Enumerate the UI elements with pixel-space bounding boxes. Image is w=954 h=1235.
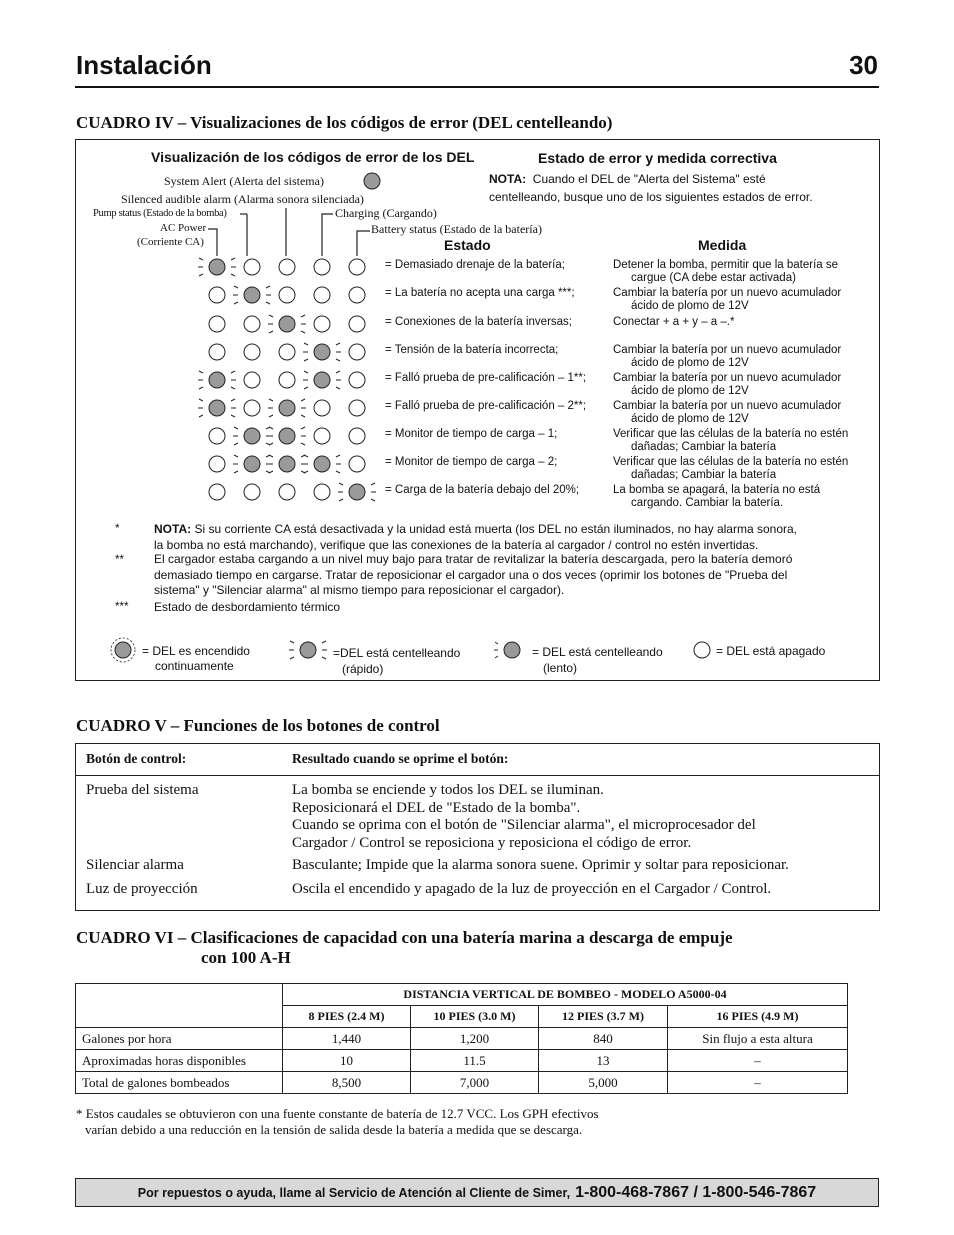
label-pump: Pump status (Estado de la bomba) [93,208,227,219]
led-off [244,372,260,388]
page-number: 30 [849,50,878,80]
legend-fast [333,645,460,677]
cuadro5-r3-label: Luz de proyección [86,881,198,897]
label-ac-power: AC Power [160,222,207,234]
error-medida [613,456,848,482]
cuadro5-r2-text: Basculante; Impide que la alarma sonora suene. Oprimir y soltar para reposicionar. [292,857,789,873]
error-medida [613,316,734,329]
system-alert-note [489,170,813,206]
cuadro5-r1-line3: Cuando se oprima con el botón de "Silenciar alarma", el microprocesador del [292,817,756,833]
cuadro5-r1-line1: La bomba se enciende y todos los DEL se iluminan. [292,782,604,798]
error-medida-line2: cargue (CA debe estar activada) [631,272,796,284]
led-row [209,483,376,501]
cuadro5-r3-text: Oscila el encendido y apagado de la luz de proyección en el Cargador / Control. [292,881,772,897]
error-medida-line1: Cambiar la batería por un nuevo acumulador [613,400,842,412]
led-off [349,287,365,303]
note2-line2: demasiado tiempo en cargarse. Tratar de reposicionar el cargador una o dos veces (oprimir los botones de "Prueba del [154,567,788,582]
led-off [209,344,225,360]
led-off [209,287,225,303]
note3: Estado de desbordamiento térmico [154,600,341,614]
led-off [244,316,260,332]
legend-off-icon [694,642,710,658]
error-estado: = Monitor de tiempo de carga – 2; [385,456,558,468]
label-charging: Charging (Cargando) [335,206,437,220]
led-off [244,400,260,416]
error-medida-line1: Cambiar la batería por un nuevo acumulador [613,344,842,356]
cuadro5-r1-text [292,782,756,852]
table-row [76,1028,848,1050]
cuadro6-footnote-line2: varían debido a una reducción en la tensión de salida desde la batería a medida que se descarga. [85,1122,583,1137]
led-off [244,259,260,275]
note1-label: NOTA: [154,522,192,536]
cuadro5-h2: Resultado cuando se oprime el botón: [292,751,509,766]
cuadro6-title-line1: CUADRO VI – Clasificaciones de capacidad con una batería marina a descarga de empuje [76,928,733,947]
table-cell: 10 [283,1050,411,1072]
led-row [209,315,365,333]
system-alert-led [364,173,380,189]
table-col-header: 12 PIES (3.7 M) [539,1006,668,1028]
legend-slow-line1: = DEL está centelleando [532,645,663,659]
legend-on-icon [111,638,135,662]
led-blinking [268,427,306,445]
capacity-table [75,983,848,1094]
cuadro5-title: CUADRO V – Funciones de los botones de control [76,716,440,735]
cuadro6-footnote [76,1106,599,1138]
led-off [349,400,365,416]
footer-text: Por repuestos o ayuda, llame al Servicio de Atención al Cliente de Simer, [137,1185,571,1200]
error-estado: = Monitor de tiempo de carga – 1; [385,428,558,440]
led-off [349,259,365,275]
led-off [279,344,295,360]
legend-fast-line2: (rápido) [342,662,384,676]
col-estado: Estado [444,237,491,253]
cuadro5-r1-line2: Reposicionará el DEL de "Estado de la bomba". [292,799,581,816]
error-medida-line2: cargando. Cambiar la batería. [631,497,784,509]
table-cell: 5,000 [539,1072,668,1094]
nota-line1: Cuando el DEL de "Alerta del Sistema" esté [532,172,766,186]
error-medida-line2: dañadas; Cambiar la batería [631,441,777,453]
led-off [314,259,330,275]
led-off [244,484,260,500]
led-row [198,399,365,417]
led-off [279,259,295,275]
nota-line2: centelleando, busque uno de los siguientes estados de error. [489,190,813,204]
table-corner [76,984,283,1028]
error-estado: = Conexiones de la batería inversas; [385,316,572,328]
error-medida-line1: Detener la bomba, permitir que la batería se [613,259,839,271]
legend-off: = DEL está apagado [716,644,826,658]
legend-on [142,644,250,674]
cuadro5-r1-label: Prueba del sistema [86,782,199,798]
cuadro5-h1: Botón de control: [86,751,187,766]
table-cell: – [668,1072,848,1094]
led-blinking [233,427,271,445]
legend-slow-icon [494,642,520,658]
table-cell: 7,000 [411,1072,539,1094]
error-estado: = Falló prueba de pre-calificación – 1**; [385,372,587,384]
table-row-label: Galones por hora [76,1028,283,1050]
cuadro4-title: CUADRO IV – Visualizaciones de los códigos de error (DEL centelleando) [76,113,613,132]
table-col-header: 16 PIES (4.9 M) [668,1006,848,1028]
error-medida-line2: ácido de plomo de 12V [631,357,749,369]
error-state-heading: Estado de error y medida correctiva [538,150,777,166]
led-off [349,316,365,332]
table-row [76,1050,848,1072]
label-battery: Battery status (Estado de la batería) [371,222,542,236]
table-col-header: 8 PIES (2.4 M) [283,1006,411,1028]
led-row [198,258,365,276]
table-col-header: 10 PIES (3.0 M) [411,1006,539,1028]
cuadro6-title-line2: con 100 A-H [201,948,291,967]
note2-line3: sistema" y "Silenciar alarma" al mismo tiempo para reposicionar el cargador). [154,583,565,597]
error-medida [613,484,820,510]
led-row [209,455,365,473]
led-off [279,287,295,303]
footer-bar [75,1178,879,1207]
error-medida-line2: dañadas; Cambiar la batería [631,469,777,481]
error-estado: = Carga de la batería debajo del 20%; [385,484,580,496]
legend-slow-line2: (lento) [543,661,578,675]
error-medida-line2: ácido de plomo de 12V [631,413,749,425]
led-off [209,484,225,500]
note2-line1: El cargador estaba cargando a un nivel muy bajo para tratar de revitalizar la batería descargada, pero la batería demoró [154,552,793,566]
led-blinking [303,455,341,473]
led-row [209,343,365,361]
led-off [209,428,225,444]
error-medida [613,344,841,370]
led-off [209,456,225,472]
note-star1: * [115,523,120,535]
led-off [349,456,365,472]
led-blinking [268,315,306,333]
error-medida-line1: La bomba se apagará, la batería no está [613,484,821,496]
legend-fast-line1: =DEL está centelleando [333,646,461,660]
nota-label: NOTA: [489,172,527,186]
error-estado: = Falló prueba de pre-calificación – 2**; [385,400,587,412]
error-medida [613,259,838,285]
led-rows [198,258,376,501]
led-row [209,286,365,304]
led-blinking [303,343,341,361]
page-title: Instalación [76,50,212,80]
error-medida-line1: Verificar que las células de la batería no estén [613,428,849,440]
led-blinking [338,483,376,501]
led-blinking [198,371,236,389]
led-blinking [268,455,306,473]
table-cell: Sin flujo a esta altura [668,1028,848,1050]
error-medida-line1: Cambiar la batería por un nuevo acumulador [613,287,842,299]
note1-line2: la bomba no está marchando), verifique que las conexiones de la batería al cargador / control no estén invertidas. [154,538,759,552]
led-display-heading: Visualización de los códigos de error de los DEL [151,149,475,165]
led-off [314,400,330,416]
error-medida-line2: ácido de plomo de 12V [631,385,749,397]
note1 [154,521,797,553]
table-cell: 840 [539,1028,668,1050]
table-row [76,1072,848,1094]
cuadro5-r2-label: Silenciar alarma [86,857,184,873]
error-estado: = La batería no acepta una carga ***; [385,287,575,299]
table-cell: 13 [539,1050,668,1072]
led-off [209,316,225,332]
table-cell: 1,440 [283,1028,411,1050]
table-cell: 8,500 [283,1072,411,1094]
legend-on-line1: = DEL es encendido [142,644,250,658]
label-system-alert: System Alert (Alerta del sistema) [164,174,324,188]
note-star2: ** [115,554,124,566]
table-cell: 1,200 [411,1028,539,1050]
error-medida-line1: Conectar + a + y – a –.* [613,316,735,328]
table-row-label: Aproximadas horas disponibles [76,1050,283,1072]
note-star3: *** [115,601,129,613]
cuadro5-header-rule [75,775,879,776]
note2 [154,552,792,599]
error-medida [613,428,848,454]
led-off [314,316,330,332]
led-blinking [233,286,271,304]
legend-on-line2: continuamente [155,659,234,673]
legend-slow [532,644,663,676]
error-medida [613,372,841,398]
led-off [279,372,295,388]
error-estado: = Demasiado drenaje de la batería; [385,259,565,271]
label-silenced: Silenced audible alarm (Alarma sonora silenciada) [121,192,364,206]
legend-fast-icon [289,641,327,659]
error-medida [613,287,841,313]
led-off [349,372,365,388]
led-blinking [233,455,271,473]
cuadro6-footnote-line1: * Estos caudales se obtuvieron con una fuente constante de batería de 12.7 VCC. Los GPH efectivos [76,1106,599,1121]
error-medida-line1: Cambiar la batería por un nuevo acumulador [613,372,842,384]
led-blinking [303,371,341,389]
label-ac-power-es: (Corriente CA) [137,236,204,248]
table-cell: 11.5 [411,1050,539,1072]
footer-phone[interactable]: 1-800-468-7867 / 1-800-546-7867 [575,1183,817,1201]
led-off [314,287,330,303]
led-blinking [268,399,306,417]
led-off [314,428,330,444]
led-off [279,484,295,500]
table-group-header: DISTANCIA VERTICAL DE BOMBEO - MODELO A5000-04 [283,984,848,1006]
note1-line1: Si su corriente CA está desactivada y la unidad está muerta (los DEL no están iluminados, no hay alarma sonora, [194,522,798,536]
col-medida: Medida [698,237,747,253]
table-cell: – [668,1050,848,1072]
cuadro6-title [76,928,733,968]
led-off [349,428,365,444]
cuadro5-r1-line4: Cargador / Control se reposiciona y reposiciona el código de error. [292,834,692,851]
error-medida [613,400,841,426]
led-blinking [198,258,236,276]
led-off [314,484,330,500]
error-medida-line2: ácido de plomo de 12V [631,300,749,312]
led-off [244,344,260,360]
error-estado: = Tensión de la batería incorrecta; [385,344,559,356]
led-row [198,371,365,389]
led-blinking [198,399,236,417]
error-medida-line1: Verificar que las células de la batería no estén [613,456,849,468]
led-row [209,427,365,445]
led-off [349,344,365,360]
table-row-label: Total de galones bombeados [76,1072,283,1094]
